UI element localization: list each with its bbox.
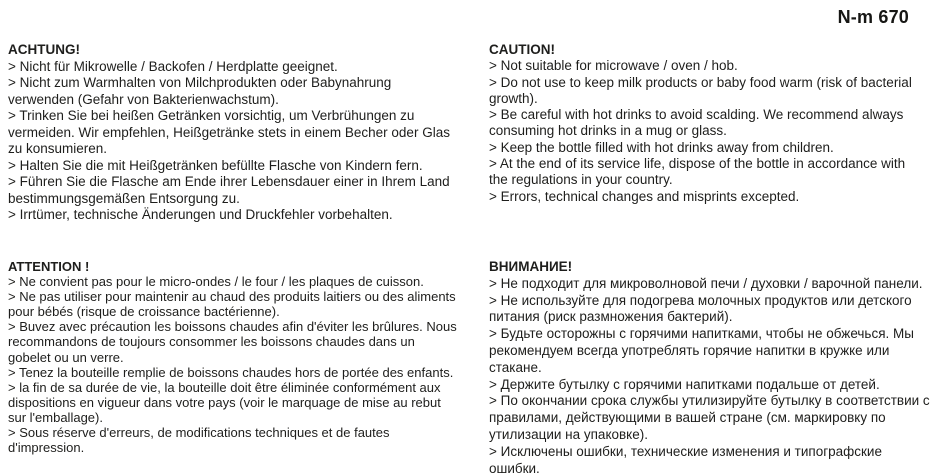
warning-item: > Führen Sie die Flasche am Ende ihrer Lebensdauer einer in Ihrem Land bestimmungsgemäßen Entsorgung zu.: [8, 174, 450, 206]
warning-item: > Ne pas utiliser pour maintenir au chaud des produits laitiers ou des aliments pour bébés (risque de croissance bactérienne).: [8, 289, 456, 320]
warning-item: > Будьте осторожны с горячими напитками, чтобы не обжечься. Мы рекомендуем всегда употреблять горячие напитки в кружке или стакане.: [489, 326, 914, 375]
warning-item: > Halten Sie die mit Heißgetränken befüllte Flasche von Kindern fern.: [8, 157, 423, 173]
warning-item: > At the end of its service life, dispose of the bottle in accordance with the regulations in your country.: [489, 156, 906, 188]
warning-item: > По окончании срока службы утилизируйте бутылку в соответствии с правилами, действующими в вашей стране (см. маркировку по утилизации на упаковке).: [489, 393, 930, 442]
model-number: N-m 670: [837, 7, 909, 27]
section-french: [8, 259, 460, 455]
warning-item: > la fin de sa durée de vie, la bouteille doit être éliminée conformément aux dispositions en vigueur dans votre pays (voir le marquage de mise au rebut sur l'emballage).: [8, 379, 441, 425]
warning-item: > Not suitable for microwave / oven / hob.: [489, 58, 738, 74]
section-heading-german: ACHTUNG!: [8, 42, 80, 57]
warning-item: > Держите бутылку с горячими напитками подальше от детей.: [489, 376, 880, 392]
warning-item: > Исключены ошибки, технические изменения и типографские ошибки.: [489, 443, 882, 475]
warning-item: > Keep the bottle filled with hot drinks away from children.: [489, 139, 834, 155]
section-heading-english: CAUTION!: [489, 42, 555, 57]
section-heading-french: ATTENTION !: [8, 259, 90, 274]
warning-item: > Nicht zum Warmhalten von Milchprodukten oder Babynahrung verwenden (Gefahr von Bakterienwachstum).: [8, 75, 392, 107]
warning-item: > Ne convient pas pour le micro-ondes / le four / les plaques de cuisson.: [8, 274, 424, 290]
warning-item: > Be careful with hot drinks to avoid scalding. We recommend always consuming hot drinks in a mug or glass.: [489, 107, 904, 139]
section-english: [489, 42, 923, 205]
section-heading-russian: ВНИМАНИЕ!: [489, 259, 573, 274]
warning-item: > Irrtümer, technische Änderungen und Druckfehler vorbehalten.: [8, 207, 393, 222]
section-german: [8, 42, 458, 224]
warning-item: > Sous réserve d'erreurs, de modifications techniques et de fautes d'impression.: [8, 425, 390, 456]
section-russian: [489, 259, 931, 475]
warning-item: > Не подходит для микроволновой печи / духовки / варочной панели.: [489, 275, 923, 291]
warning-item: > Nicht für Mikrowelle / Backofen / Herdplatte geeignet.: [8, 58, 338, 74]
warning-item: > Do not use to keep milk products or baby food warm (risk of bacterial growth).: [489, 74, 912, 106]
warning-item: > Errors, technical changes and misprints excepted.: [489, 188, 800, 204]
warning-item: > Не используйте для подогрева молочных продуктов или детского питания (риск размножения бактерий).: [489, 292, 912, 325]
warning-item: > Trinken Sie bei heißen Getränken vorsichtig, um Verbrühungen zu vermeiden. Wir empfehlen, Heißgetränke stets in einem Becher oder Glas zu konsumieren.: [8, 108, 450, 156]
warning-item: > Buvez avec précaution les boissons chaudes afin d'éviter les brûlures. Nous recommandons de toujours consommer les boissons chaudes dans un gobelet ou un verre.: [8, 319, 457, 365]
warning-item: > Tenez la bouteille remplie de boissons chaudes hors de portée des enfants.: [8, 364, 454, 380]
